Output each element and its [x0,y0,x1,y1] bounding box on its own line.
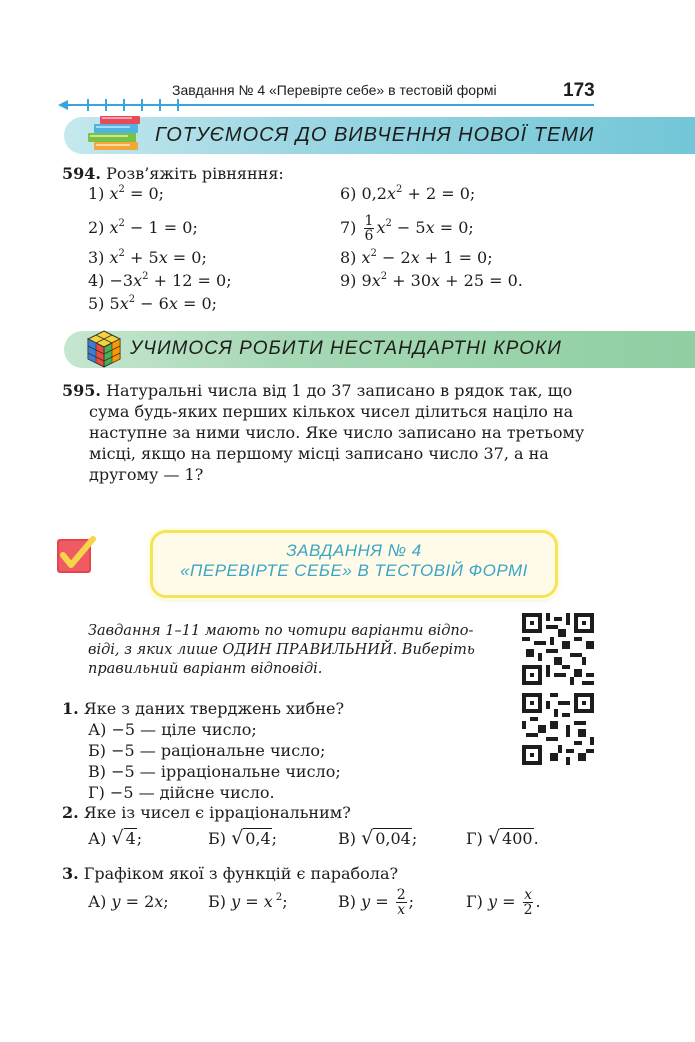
answer-option[interactable]: Б) y = x $^2$; [208,891,288,911]
answer-option[interactable]: А) y = 2x; [88,892,169,911]
equation-3: 3) $x^2 + 5x = 0$; [88,247,207,267]
answer-option[interactable]: В) −5 — ірраціональне число; [88,762,341,781]
answer-option[interactable]: В) y = $\frac{2}{x}$ ; [338,887,415,918]
equation-8: 8) $x^2 - 2x + 1 = 0$; [340,247,493,267]
answer-option[interactable]: Г) √ 400. [466,827,539,849]
problem-595: 595. Натуральні числа від 1 до 37 записано в рядок так, що сума будь-яких перших кількох чисел ділиться націло на наступне за ними число. Яке число записано на третьому місці, якщо на першому місці записано число 37, а на другому — 1? [62,381,585,484]
arrow-left-icon [58,100,68,110]
problem-prompt: Розв’яжіть рівняння: [106,164,284,183]
equation-9: 9) $9x^2 + 30x + 25 = 0$. [340,270,523,290]
equation-1: 1) $x^2 = 0$; [88,183,165,203]
answer-option[interactable]: В) √ 0,04; [338,827,418,849]
section-title-prepare: ГОТУЄМОСЯ ДО ВИВЧЕННЯ НОВОЇ ТЕМИ [155,124,595,146]
problem-number: 595. [62,381,101,400]
header-ruler [58,98,598,112]
answer-option[interactable]: А) −5 — ціле число; [88,720,257,739]
equation-2: 2) $x^2 - 1 = 0$; [88,217,198,237]
question-1: 1. Яке з даних тверджень хибне? А) −5 — ціле число; Б) −5 — раціональне число; В) −5 — ірраціональне число; Г) −5 — дійсне число. [62,699,345,802]
problem-594-heading [62,163,284,184]
answer-option[interactable]: Г) y = $\frac{x}{2}$ . [466,887,541,918]
equation-6: 6) $0,2x^2 + 2 = 0$; [340,183,476,203]
equation-7: 7) $\frac{1}{6}$ $x^2 - 5x = 0$; [340,213,474,244]
books-icon [84,112,146,152]
running-title: Завдання № 4 «Перевірте себе» в тестовій формі [172,82,497,98]
equation-4: $4) -3x^2 + 12 = 0$; [88,270,232,290]
qr-code-icon[interactable] [522,693,594,765]
page-number: 173 [563,80,595,101]
equation-5: 5) $5x^2 - 6x = 0$; [88,293,218,313]
answer-option[interactable]: А) √ 4; [88,827,143,849]
question-2: 2. Яке із чисел є ірраціональним? [62,803,351,822]
test-title-line2: «ПЕРЕВІРТЕ СЕБЕ» В ТЕСТОВІЙ ФОРМІ [180,561,528,580]
checkmark-icon [55,535,97,577]
question-3: 3. Графіком якої з функцій є парабола? [62,864,399,883]
test-title-line1: ЗАВДАННЯ № 4 [286,541,422,560]
answer-option[interactable]: Б) √ 0,4; [208,827,278,849]
rubiks-cube-icon [86,329,122,369]
test-instructions: Завдання 1–11 мають по чотири варіанти відпо- віді, з яких лише ОДИН ПРАВИЛЬНИЙ. Виберіть правильний варіант відповіді. [88,623,475,677]
test-title-box [150,530,558,598]
qr-code-icon[interactable] [522,613,594,685]
answer-option[interactable]: Б) −5 — раціональне число; [88,741,326,760]
answer-option[interactable]: Г) −5 — дійсне число. [88,783,275,802]
section-title-nonstandard: УЧИМОСЯ РОБИТИ НЕСТАНДАРТНІ КРОКИ [130,338,562,359]
problem-number: 594. [62,164,101,183]
